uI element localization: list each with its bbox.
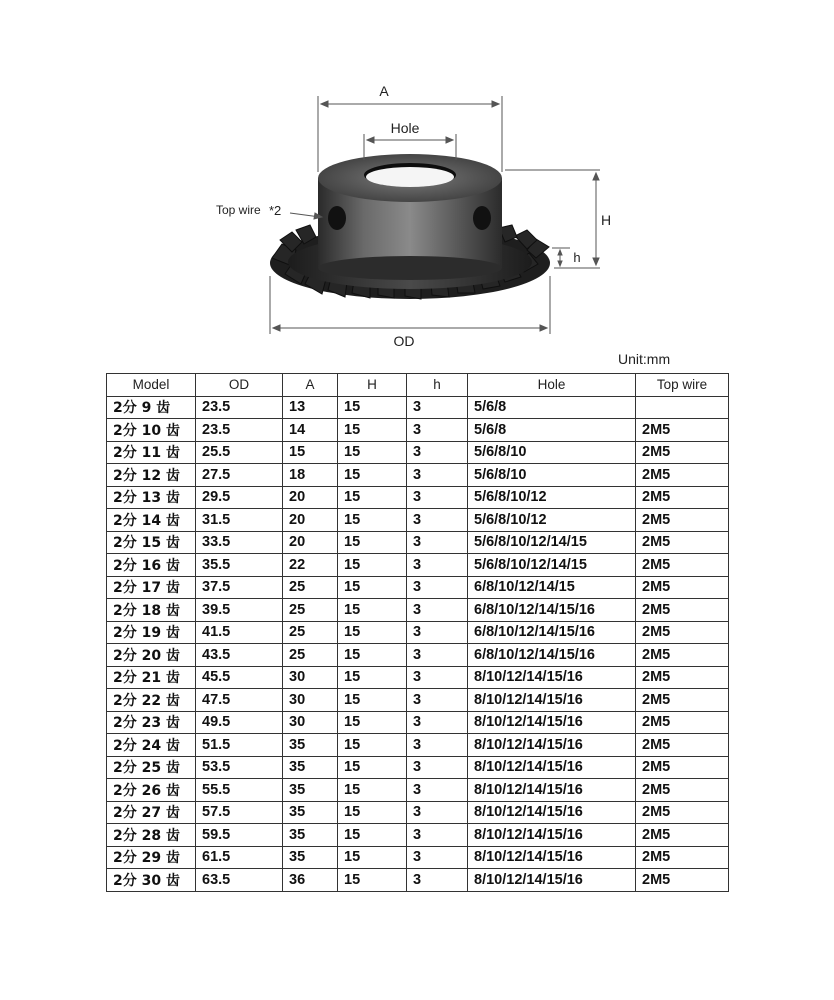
cell-a: 35: [283, 734, 338, 757]
cell-h-upper: 15: [338, 801, 407, 824]
cell-model: 2分 24 齿: [107, 734, 196, 757]
cell-od: 61.5: [196, 846, 283, 869]
table-row: [107, 869, 729, 892]
cell-h-upper: 15: [338, 756, 407, 779]
cell-a: 25: [283, 576, 338, 599]
cell-top-wire: 2M5: [636, 846, 729, 869]
cell-h-upper: 15: [338, 554, 407, 577]
cell-h-lower: 3: [407, 576, 468, 599]
cell-model: 2分 30 齿: [107, 869, 196, 892]
cell-h-lower: 3: [407, 689, 468, 712]
cell-h-upper: 15: [338, 486, 407, 509]
header-h-upper: H: [338, 374, 407, 397]
cell-top-wire: 2M5: [636, 824, 729, 847]
cell-h-upper: 15: [338, 779, 407, 802]
cell-od: 33.5: [196, 531, 283, 554]
table-row: [107, 531, 729, 554]
cell-hole: 6/8/10/12/14/15/16: [468, 621, 636, 644]
header-model: Model: [107, 374, 196, 397]
header-h-lower: h: [407, 374, 468, 397]
cell-od: 31.5: [196, 509, 283, 532]
cell-model: 2分 28 齿: [107, 824, 196, 847]
cell-h-lower: 3: [407, 801, 468, 824]
cell-h-lower: 3: [407, 869, 468, 892]
cell-model: 2分 11 齿: [107, 441, 196, 464]
cell-h-lower: 3: [407, 531, 468, 554]
cell-hole: 6/8/10/12/14/15/16: [468, 599, 636, 622]
cell-od: 25.5: [196, 441, 283, 464]
cell-top-wire: 2M5: [636, 801, 729, 824]
cell-a: 13: [283, 396, 338, 419]
label-h-upper: H: [600, 212, 612, 228]
cell-hole: 8/10/12/14/15/16: [468, 711, 636, 734]
cell-h-lower: 3: [407, 644, 468, 667]
cell-a: 25: [283, 644, 338, 667]
cell-h-upper: 15: [338, 576, 407, 599]
cell-od: 57.5: [196, 801, 283, 824]
cell-top-wire: 2M5: [636, 576, 729, 599]
cell-h-upper: 15: [338, 509, 407, 532]
header-top-wire: Top wire: [636, 374, 729, 397]
cell-hole: 8/10/12/14/15/16: [468, 756, 636, 779]
cell-top-wire: 2M5: [636, 419, 729, 442]
cell-h-upper: 15: [338, 711, 407, 734]
cell-h-lower: 3: [407, 666, 468, 689]
cell-model: 2分 27 齿: [107, 801, 196, 824]
cell-hole: 5/6/8/10/12/14/15: [468, 531, 636, 554]
header-a: A: [283, 374, 338, 397]
cell-a: 25: [283, 599, 338, 622]
label-top-wire-count: *2: [269, 203, 282, 218]
cell-hole: 8/10/12/14/15/16: [468, 666, 636, 689]
table-row: [107, 576, 729, 599]
cell-od: 37.5: [196, 576, 283, 599]
table-row: [107, 599, 729, 622]
cell-model: 2分 21 齿: [107, 666, 196, 689]
cell-h-upper: 15: [338, 734, 407, 757]
table-row: [107, 644, 729, 667]
cell-a: 20: [283, 509, 338, 532]
cell-hole: 5/6/8/10/12: [468, 486, 636, 509]
label-hole: Hole: [390, 120, 420, 136]
cell-od: 27.5: [196, 464, 283, 487]
cell-top-wire: 2M5: [636, 869, 729, 892]
cell-od: 43.5: [196, 644, 283, 667]
cell-od: 35.5: [196, 554, 283, 577]
label-od: OD: [393, 333, 415, 349]
cell-hole: 6/8/10/12/14/15: [468, 576, 636, 599]
cell-a: 20: [283, 531, 338, 554]
table-header-row: [107, 374, 729, 397]
cell-model: 2分 19 齿: [107, 621, 196, 644]
cell-hole: 8/10/12/14/15/16: [468, 689, 636, 712]
table-row: [107, 396, 729, 419]
label-h-lower: h: [573, 250, 581, 265]
cell-top-wire: 2M5: [636, 711, 729, 734]
cell-top-wire: 2M5: [636, 441, 729, 464]
cell-model: 2分 18 齿: [107, 599, 196, 622]
table-body: [107, 396, 729, 891]
cell-od: 45.5: [196, 666, 283, 689]
table-row: [107, 711, 729, 734]
cell-model: 2分 20 齿: [107, 644, 196, 667]
cell-h-lower: 3: [407, 599, 468, 622]
cell-model: 2分 29 齿: [107, 846, 196, 869]
cell-h-upper: 15: [338, 869, 407, 892]
spec-table: [106, 373, 729, 892]
cell-h-upper: 15: [338, 531, 407, 554]
sprocket-diagram: [0, 0, 834, 372]
cell-top-wire: 2M5: [636, 509, 729, 532]
cell-hole: 8/10/12/14/15/16: [468, 779, 636, 802]
cell-a: 25: [283, 621, 338, 644]
cell-h-upper: 15: [338, 419, 407, 442]
cell-od: 39.5: [196, 599, 283, 622]
cell-model: 2分 16 齿: [107, 554, 196, 577]
label-a: A: [379, 83, 389, 99]
cell-hole: 8/10/12/14/15/16: [468, 846, 636, 869]
cell-h-lower: 3: [407, 441, 468, 464]
cell-model: 2分 17 齿: [107, 576, 196, 599]
cell-h-lower: 3: [407, 419, 468, 442]
cell-top-wire: 2M5: [636, 554, 729, 577]
cell-h-upper: 15: [338, 689, 407, 712]
cell-od: 23.5: [196, 396, 283, 419]
cell-h-lower: 3: [407, 734, 468, 757]
unit-label: Unit:mm: [618, 351, 671, 367]
table-row: [107, 554, 729, 577]
cell-h-lower: 3: [407, 554, 468, 577]
table-row: [107, 621, 729, 644]
cell-h-lower: 3: [407, 846, 468, 869]
cell-od: 63.5: [196, 869, 283, 892]
table-row: [107, 846, 729, 869]
cell-top-wire: 2M5: [636, 531, 729, 554]
cell-h-lower: 3: [407, 756, 468, 779]
label-top-wire: Top wire: [216, 203, 261, 217]
cell-h-upper: 15: [338, 621, 407, 644]
cell-top-wire: 2M5: [636, 644, 729, 667]
cell-a: 30: [283, 666, 338, 689]
cell-od: 29.5: [196, 486, 283, 509]
table-row: [107, 689, 729, 712]
cell-top-wire: [636, 396, 729, 419]
cell-model: 2分 12 齿: [107, 464, 196, 487]
table-row: [107, 801, 729, 824]
table-row: [107, 756, 729, 779]
cell-a: 20: [283, 486, 338, 509]
cell-h-upper: 15: [338, 846, 407, 869]
cell-h-lower: 3: [407, 824, 468, 847]
cell-model: 2分 26 齿: [107, 779, 196, 802]
header-od: OD: [196, 374, 283, 397]
cell-a: 35: [283, 756, 338, 779]
cell-hole: 5/6/8/10/12/14/15: [468, 554, 636, 577]
cell-a: 18: [283, 464, 338, 487]
cell-a: 35: [283, 846, 338, 869]
cell-model: 2分 22 齿: [107, 689, 196, 712]
table-row: [107, 734, 729, 757]
cell-od: 55.5: [196, 779, 283, 802]
cell-od: 51.5: [196, 734, 283, 757]
sprocket-hub: [318, 154, 502, 280]
cell-top-wire: 2M5: [636, 486, 729, 509]
cell-h-lower: 3: [407, 396, 468, 419]
cell-od: 41.5: [196, 621, 283, 644]
cell-hole: 5/6/8: [468, 396, 636, 419]
cell-h-lower: 3: [407, 621, 468, 644]
cell-hole: 6/8/10/12/14/15/16: [468, 644, 636, 667]
cell-od: 49.5: [196, 711, 283, 734]
cell-top-wire: 2M5: [636, 689, 729, 712]
cell-model: 2分 25 齿: [107, 756, 196, 779]
table-row: [107, 666, 729, 689]
cell-hole: 8/10/12/14/15/16: [468, 801, 636, 824]
cell-hole: 5/6/8/10: [468, 464, 636, 487]
cell-a: 14: [283, 419, 338, 442]
cell-od: 53.5: [196, 756, 283, 779]
table-row: [107, 419, 729, 442]
cell-model: 2分 14 齿: [107, 509, 196, 532]
cell-h-upper: 15: [338, 441, 407, 464]
table-row: [107, 464, 729, 487]
cell-top-wire: 2M5: [636, 734, 729, 757]
cell-a: 36: [283, 869, 338, 892]
cell-h-lower: 3: [407, 509, 468, 532]
table-row: [107, 824, 729, 847]
cell-od: 47.5: [196, 689, 283, 712]
cell-h-lower: 3: [407, 486, 468, 509]
header-hole: Hole: [468, 374, 636, 397]
cell-h-upper: 15: [338, 666, 407, 689]
cell-model: 2分 13 齿: [107, 486, 196, 509]
cell-model: 2分 9 齿: [107, 396, 196, 419]
cell-top-wire: 2M5: [636, 666, 729, 689]
table-row: [107, 441, 729, 464]
cell-a: 15: [283, 441, 338, 464]
cell-hole: 8/10/12/14/15/16: [468, 869, 636, 892]
cell-a: 30: [283, 689, 338, 712]
cell-od: 59.5: [196, 824, 283, 847]
cell-a: 35: [283, 779, 338, 802]
cell-hole: 5/6/8: [468, 419, 636, 442]
cell-top-wire: 2M5: [636, 599, 729, 622]
cell-model: 2分 23 齿: [107, 711, 196, 734]
cell-model: 2分 10 齿: [107, 419, 196, 442]
cell-h-lower: 3: [407, 779, 468, 802]
cell-hole: 8/10/12/14/15/16: [468, 734, 636, 757]
cell-top-wire: 2M5: [636, 464, 729, 487]
cell-a: 35: [283, 824, 338, 847]
cell-h-upper: 15: [338, 824, 407, 847]
cell-h-lower: 3: [407, 464, 468, 487]
cell-od: 23.5: [196, 419, 283, 442]
cell-top-wire: 2M5: [636, 756, 729, 779]
cell-h-upper: 15: [338, 396, 407, 419]
cell-h-lower: 3: [407, 711, 468, 734]
cell-h-upper: 15: [338, 644, 407, 667]
table-row: [107, 486, 729, 509]
cell-hole: 5/6/8/10: [468, 441, 636, 464]
cell-hole: 5/6/8/10/12: [468, 509, 636, 532]
cell-h-upper: 15: [338, 464, 407, 487]
cell-a: 22: [283, 554, 338, 577]
table-row: [107, 509, 729, 532]
cell-a: 35: [283, 801, 338, 824]
cell-top-wire: 2M5: [636, 621, 729, 644]
cell-a: 30: [283, 711, 338, 734]
table-row: [107, 779, 729, 802]
cell-top-wire: 2M5: [636, 779, 729, 802]
cell-model: 2分 15 齿: [107, 531, 196, 554]
cell-h-upper: 15: [338, 599, 407, 622]
cell-hole: 8/10/12/14/15/16: [468, 824, 636, 847]
